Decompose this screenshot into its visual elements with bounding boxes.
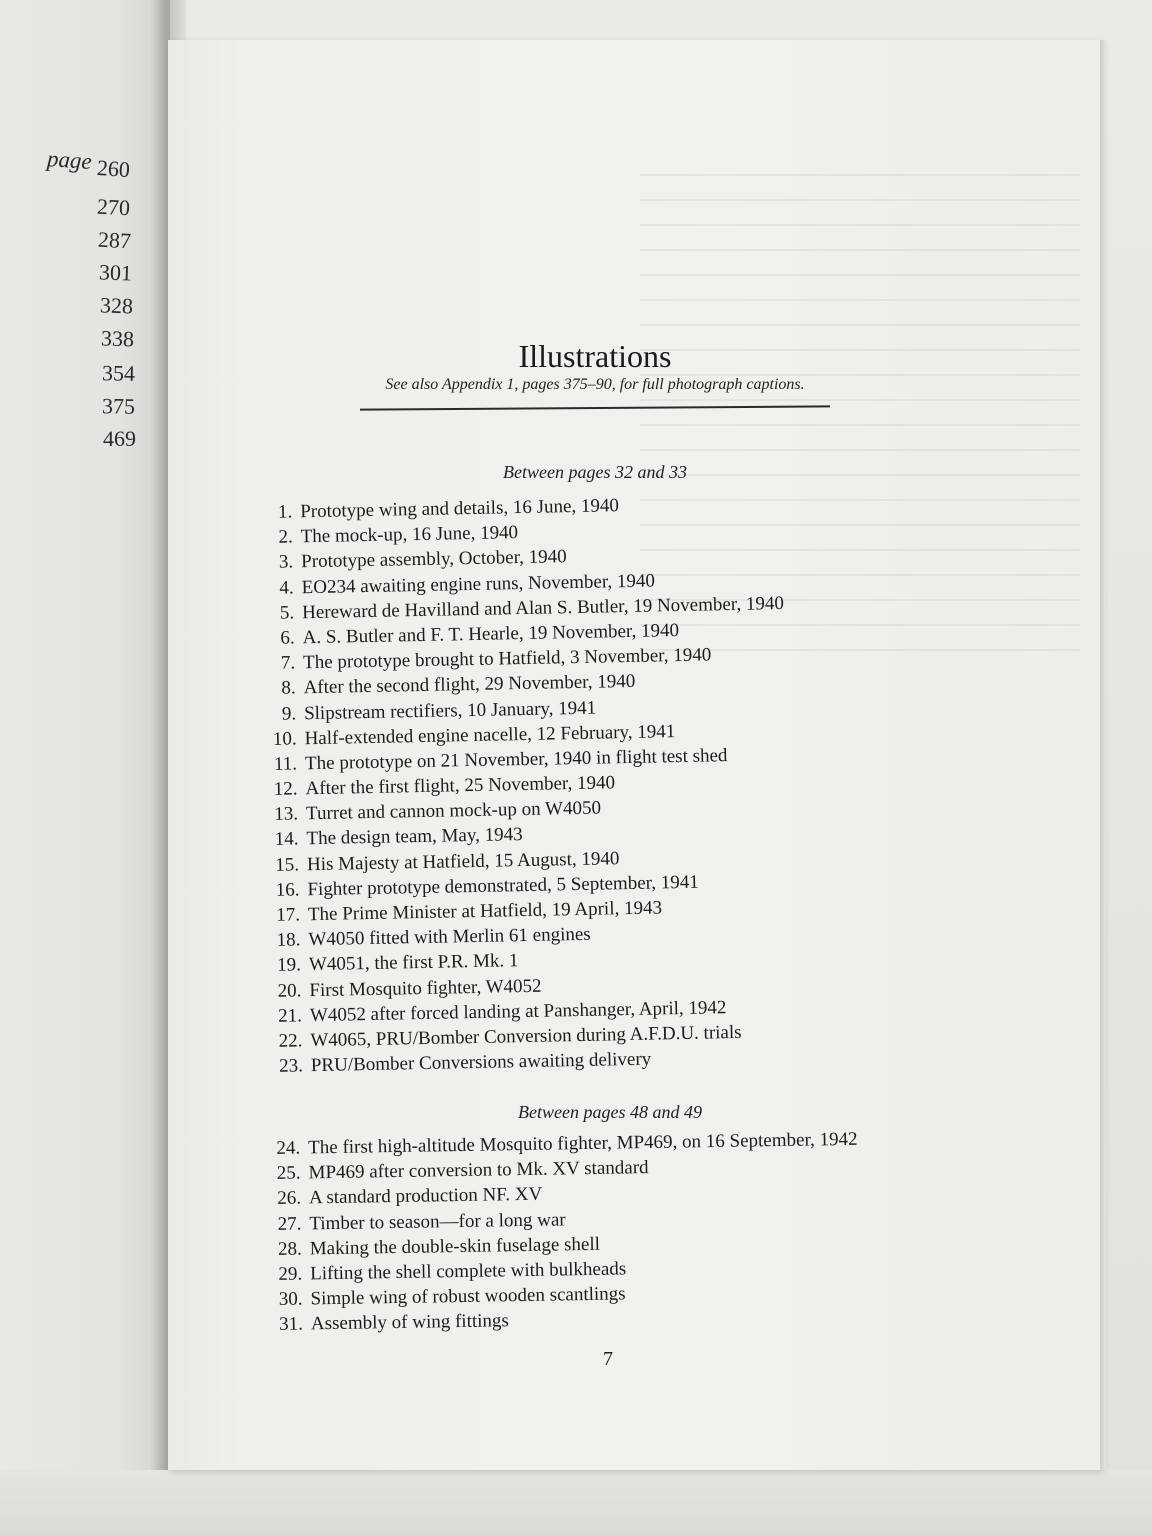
item-caption: Timber to season—for a long war — [309, 1208, 566, 1234]
item-number: 22. — [278, 1030, 303, 1052]
item-number: 14. — [274, 828, 299, 851]
page-number: 287 — [97, 226, 132, 254]
item-number: 25. — [276, 1162, 301, 1185]
item-number: 8. — [281, 677, 296, 699]
table-surface — [0, 1470, 1152, 1536]
page-number: 260 — [96, 154, 131, 183]
item-caption: A. S. Butler and F. T. Hearle, 19 November, 1940 — [302, 619, 680, 649]
item-number: 6. — [280, 627, 295, 649]
item-caption: W4050 fitted with Merlin 61 engines — [308, 923, 591, 951]
page-title: Illustrations — [518, 338, 672, 374]
item-number: 30. — [278, 1288, 303, 1311]
item-caption: W4051, the first P.R. Mk. 1 — [308, 950, 519, 976]
item-number: 29. — [278, 1263, 303, 1285]
item-number: 10. — [272, 728, 297, 750]
page-number: 301 — [98, 259, 133, 286]
item-caption: After the second flight, 29 November, 1940 — [303, 671, 636, 699]
page-number-folio: 7 — [603, 1348, 613, 1370]
item-caption: Simple wing of robust wooden scantlings — [310, 1283, 626, 1310]
item-caption: MP469 after conversion to Mk. XV standard — [308, 1157, 649, 1184]
item-number: 28. — [277, 1238, 302, 1260]
item-number: 9. — [281, 702, 297, 725]
item-caption: Lifting the shell complete with bulkheads — [310, 1258, 627, 1285]
item-number: 1. — [277, 501, 293, 523]
item-caption: After the first flight, 25 November, 1940 — [305, 772, 616, 800]
item-number: 26. — [277, 1187, 302, 1210]
item-caption: Assembly of wing fittings — [310, 1310, 510, 1335]
item-number: 24. — [276, 1137, 301, 1159]
item-number: 17. — [276, 904, 301, 926]
item-caption: W4065, PRU/Bomber Conversion during A.F.D.U. trials — [310, 1021, 742, 1052]
item-caption: W4052 after forced landing at Panshanger, April, 1942 — [309, 996, 727, 1026]
item-caption: The mock-up, 16 June, 1940 — [300, 522, 519, 548]
item-number: 3. — [278, 551, 294, 574]
illustration-list — [262, 490, 793, 1079]
item-number: 4. — [279, 576, 294, 599]
item-caption: Prototype wing and details, 16 June, 1940 — [300, 495, 620, 523]
item-caption: The prototype brought to Hatfield, 3 November, 1940 — [302, 644, 712, 674]
left-page-number-column — [0, 0, 150, 500]
page-number: 328 — [99, 292, 134, 319]
item-number: 12. — [273, 778, 298, 800]
item-caption: Half-extended engine nacelle, 12 February, 1941 — [304, 720, 676, 749]
page-edge — [1100, 40, 1106, 1470]
item-number: 2. — [278, 526, 293, 548]
item-number: 13. — [274, 803, 299, 826]
item-caption: A standard production NF. XV — [308, 1184, 543, 1209]
page-label: page — [46, 146, 93, 175]
item-number: 7. — [280, 652, 296, 674]
item-caption: PRU/Bomber Conversions awaiting delivery — [310, 1048, 652, 1077]
item-number: 21. — [277, 1005, 303, 1027]
item-number: 27. — [277, 1213, 302, 1235]
item-caption: The prototype on 21 November, 1940 in flight test shed — [304, 744, 728, 775]
page-number: 375 — [101, 393, 136, 419]
page-number: 469 — [103, 426, 136, 451]
item-caption: Slipstream rectifiers, 10 January, 1941 — [303, 697, 597, 724]
item-number: 19. — [276, 954, 302, 977]
page-number: 338 — [100, 325, 135, 352]
item-caption: The first high-altitude Mosquito fighter, MP469, on 16 September, 1942 — [308, 1128, 858, 1159]
item-caption: First Mosquito fighter, W4052 — [309, 975, 542, 1001]
item-caption: Prototype assembly, October, 1940 — [300, 546, 567, 573]
page-number: 354 — [101, 360, 136, 386]
item-number: 15. — [275, 853, 300, 876]
item-caption: His Majesty at Hatfield, 15 August, 1940 — [306, 847, 620, 875]
item-number: 16. — [275, 879, 300, 901]
item-caption: The design team, May, 1943 — [306, 824, 523, 850]
item-number: 18. — [276, 929, 301, 951]
item-number: 5. — [279, 602, 295, 624]
item-caption: Making the double-skin fuselage shell — [309, 1233, 601, 1260]
page-subtitle: See also Appendix 1, pages 375–90, for full photograph captions. — [385, 376, 805, 393]
item-caption: Fighter prototype demonstrated, 5 September, 1941 — [307, 871, 699, 901]
item-caption: Hereward de Havilland and Alan S. Butler, 19 November, 1940 — [301, 592, 785, 623]
page-number: 270 — [96, 193, 131, 221]
item-caption: EO234 awaiting engine runs, November, 1940 — [301, 570, 656, 598]
item-caption: Turret and cannon mock-up on W4050 — [305, 797, 602, 825]
item-number: 23. — [278, 1055, 304, 1077]
item-number: 11. — [273, 753, 298, 775]
item-caption: The Prime Minister at Hatfield, 19 April, 1943 — [307, 897, 663, 926]
illustration-list — [270, 1127, 861, 1338]
section-heading: Between pages 32 and 33 — [503, 462, 687, 482]
item-number: 31. — [279, 1313, 304, 1336]
section-heading: Between pages 48 and 49 — [518, 1102, 702, 1122]
item-number: 20. — [277, 979, 302, 1002]
